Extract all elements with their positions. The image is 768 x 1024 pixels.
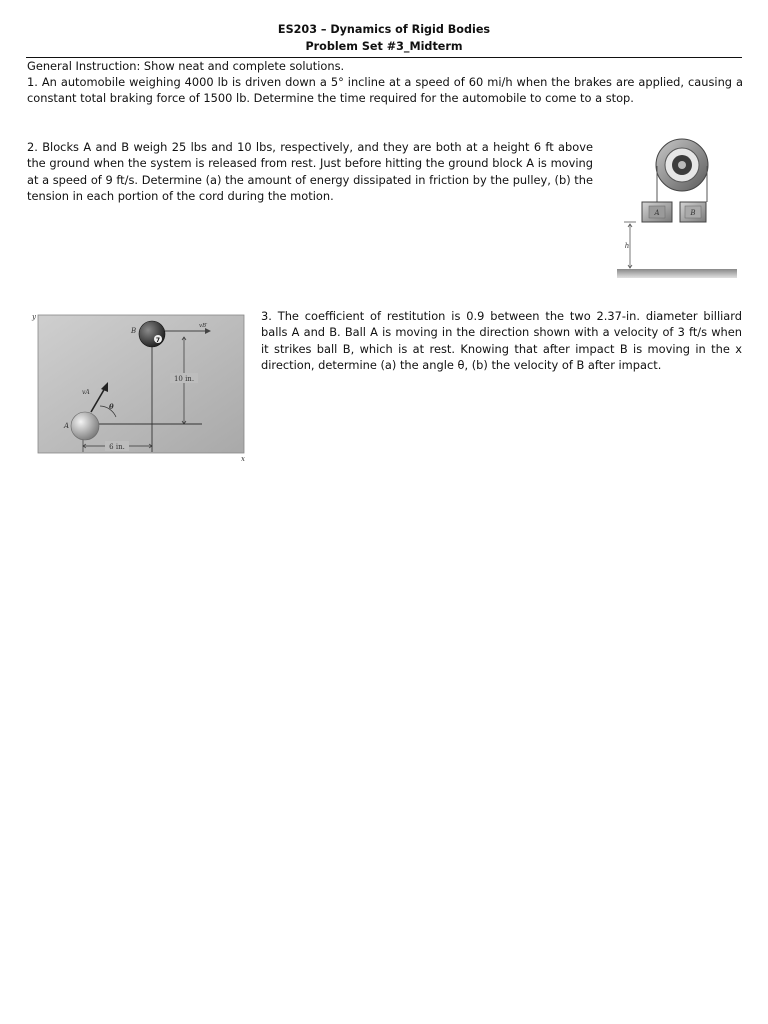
course-title: ES203 – Dynamics of Rigid Bodies — [277, 23, 491, 36]
problem-3-text: 3. The coefficient of restitution is 0.9 between the two 2.37-in. diameter billiard balls A and B. Ball A is moving in the direction shown with a velocity of 3 ft/s when it strikes ball B, which is at rest. Knowing that after impact B is moving in the x direction, determine (a) the angle θ, (b) the velocity of B after impact. — [261, 309, 742, 373]
document-header — [26, 21, 742, 55]
horizontal-dimension-label: 6 in. — [109, 443, 125, 451]
pulley-figure — [612, 138, 740, 284]
angle-label: θ — [109, 402, 114, 411]
ball-b — [139, 321, 165, 347]
ball-b-number: 7 — [155, 337, 161, 344]
billiard-figure — [28, 310, 250, 465]
problem-1-text: 1. An automobile weighing 4000 lb is driven down a 5° incline at a speed of 60 mi/h when the brakes are applied, causing a constant total braking force of 1500 lb. Determine the time required for the automobile to come to a stop. — [27, 75, 743, 106]
velocity-b-label: vB′ — [199, 323, 208, 329]
problem-set-title: Problem Set #3_Midterm — [305, 40, 463, 53]
ball-b-label: B — [131, 327, 137, 335]
block-a-label: A — [654, 209, 660, 217]
block-b-label: B — [690, 209, 696, 217]
vertical-dimension-label: 10 in. — [173, 375, 195, 383]
x-axis-label: x — [241, 455, 245, 463]
velocity-a-label: vA — [82, 389, 90, 396]
pulley-wheel — [656, 139, 708, 191]
y-axis-label: y — [32, 313, 36, 321]
ground — [617, 269, 737, 278]
ball-a-label: A — [64, 422, 70, 430]
ball-a — [71, 412, 99, 440]
problem-2-text: 2. Blocks A and B weigh 25 lbs and 10 lbs, respectively, and they are both at a height 6 ft above the ground when the system is released from rest. Just before hitting the ground block A is moving at a speed of 9 ft/s. Determine (a) the amount of energy dissipated in friction by the pulley, (b) the tension in each portion of the cord during the motion. — [27, 140, 593, 204]
height-label: h — [624, 242, 630, 250]
general-instruction: General Instruction: Show neat and complete solutions. — [27, 59, 345, 73]
